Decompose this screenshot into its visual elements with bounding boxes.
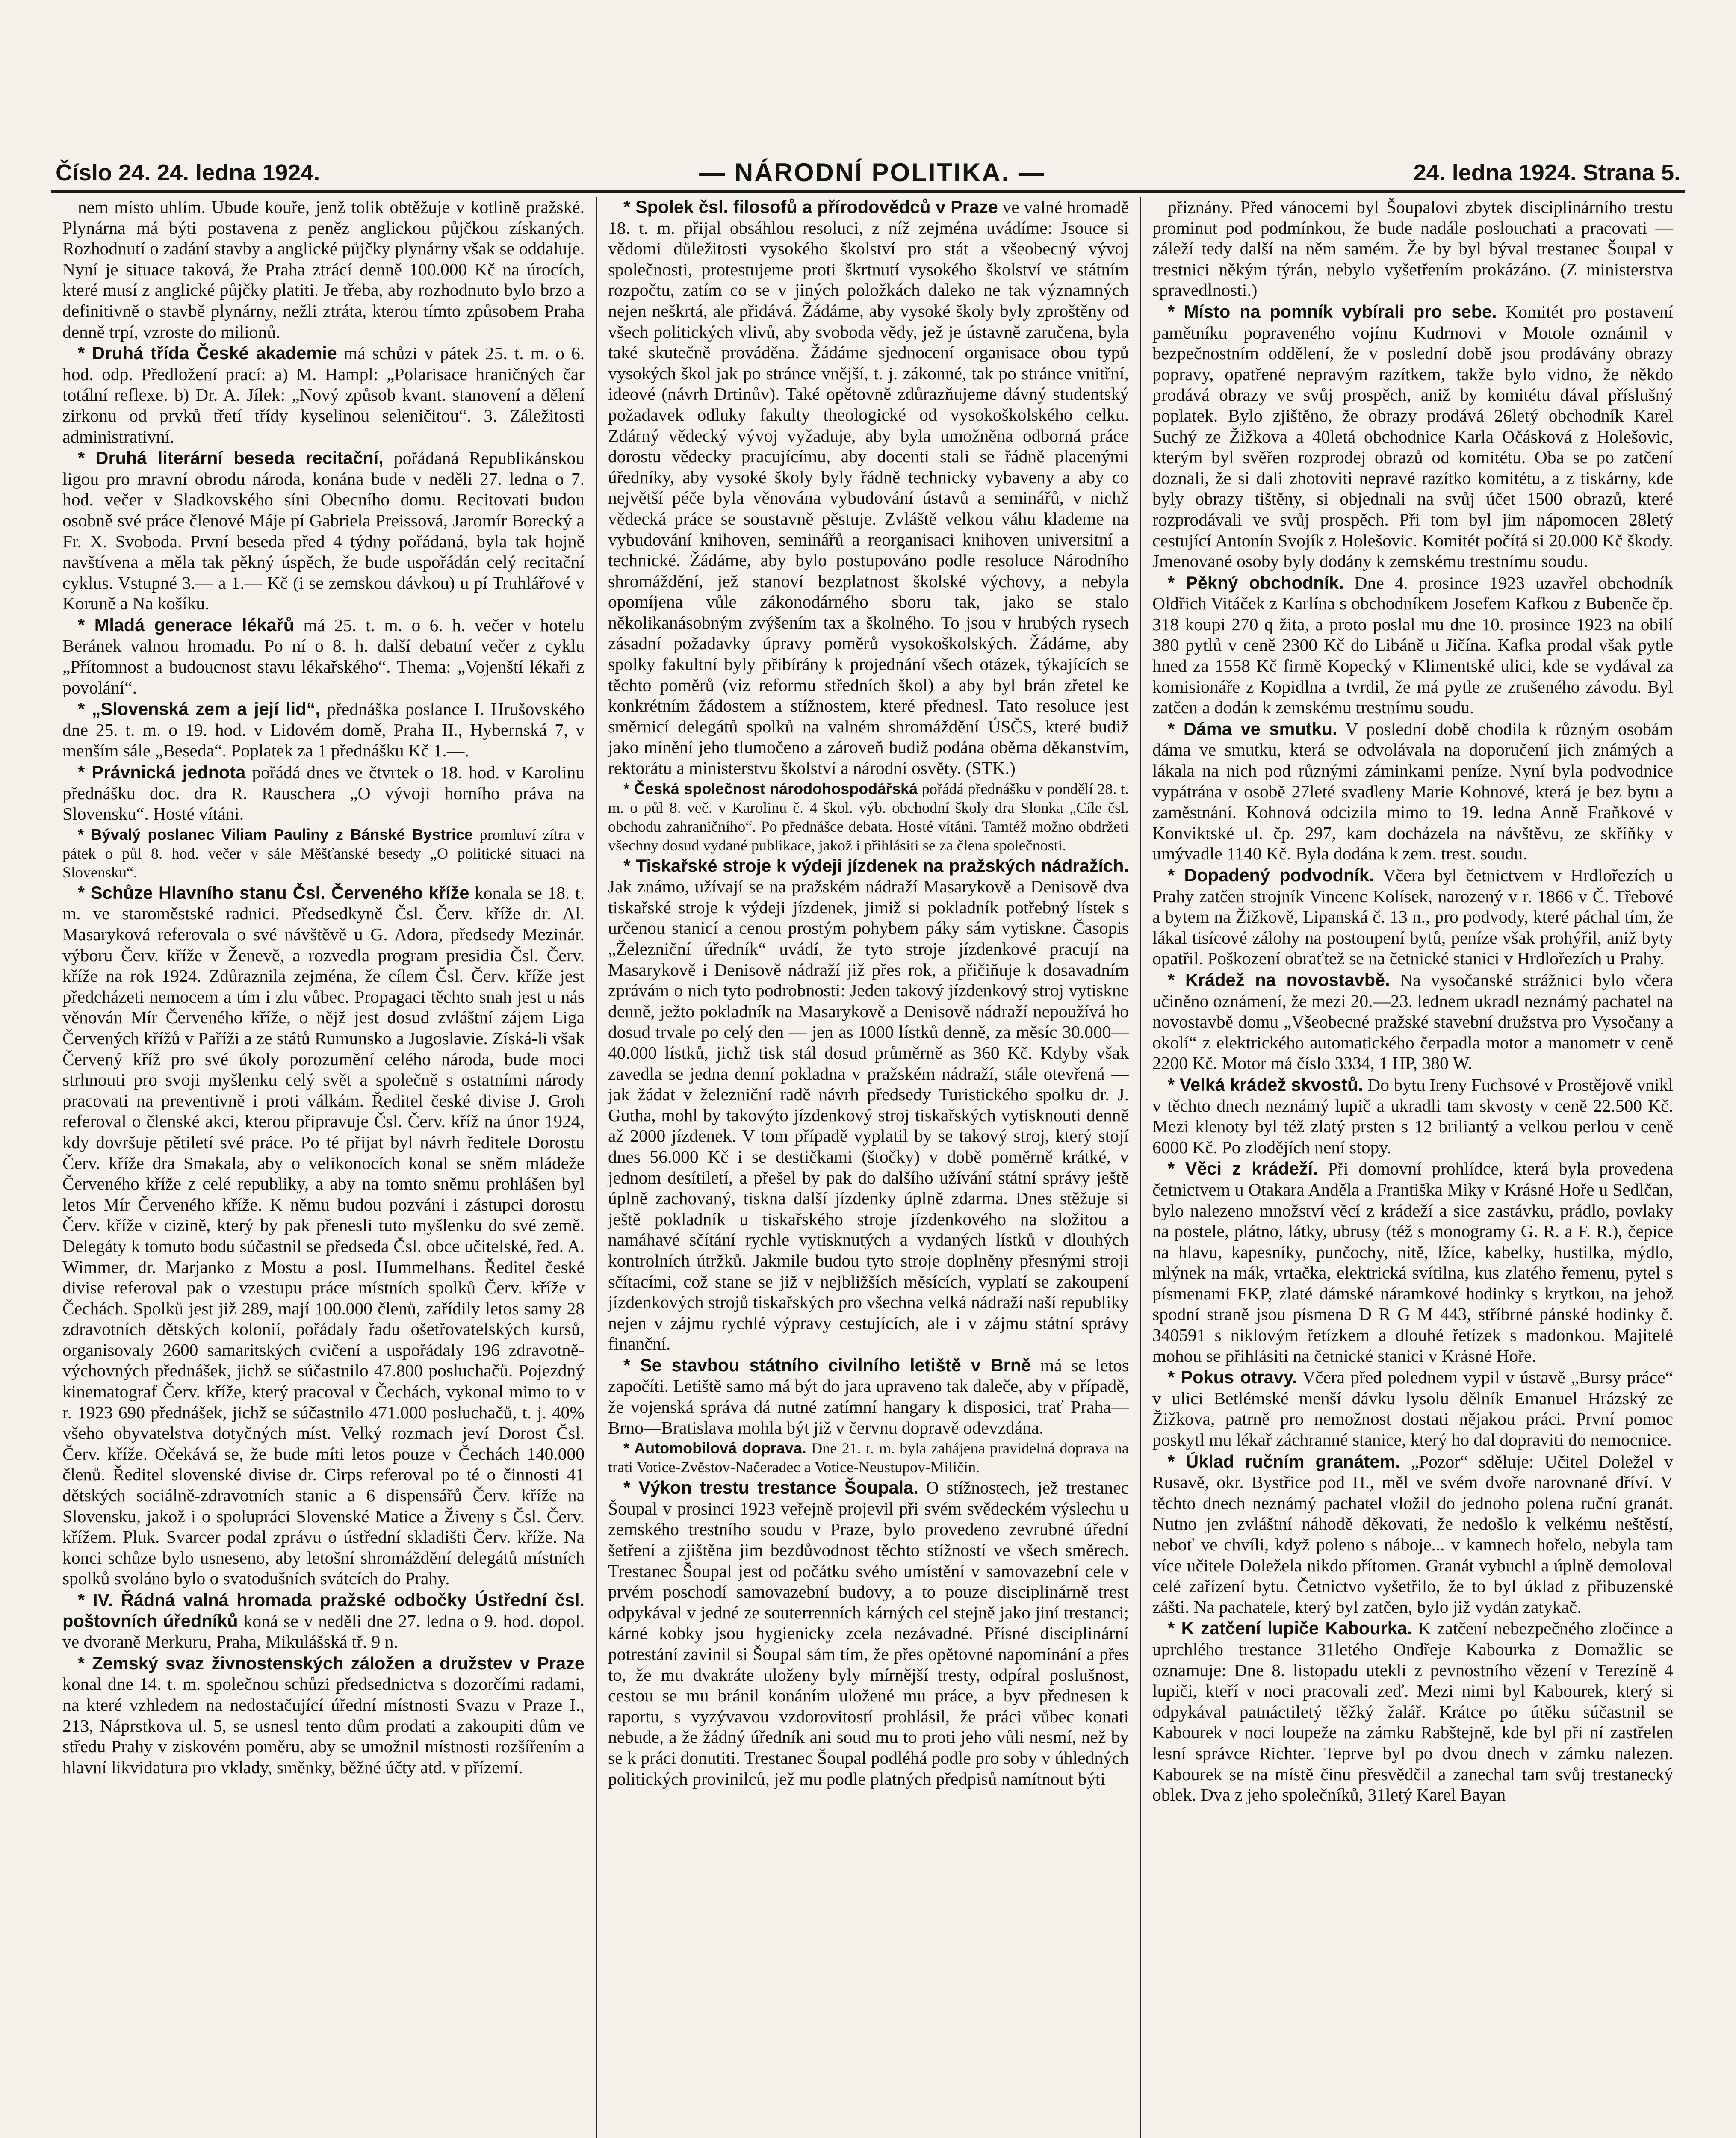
article-body: Včera před polednem vypil v ústavě „Bursy práce“ v ulici Betlémské menší dávku lysolu dělník Emanuel Hrázský ze Žižkova, patrně pro nemožnost dostati nějakou práci. První pomoc poskytl mu lékař záchranné stanice, který ho dal dopraviti do nemocnice. — [1152, 1367, 1673, 1450]
article — [1152, 1075, 1673, 1158]
article-body: „Pozor“ sděluje: Učitel Doležel v Rusavě, okr. Bystřice pod H., měl ve svém dvoře narovnané dříví. V těchto dnech neznámý pachatel vložil do jednoho polena ruční granát. Nutno jen zvláštní náhodě děkovati, že nedošlo k velkému neštěstí, neboť ve chvíli, když poleno s náboje... v kamnech hořelo, nebyla tam více učitele Doležela nikdo přítomen. Granát vybuchl a úplně demoloval celé zařízení bytu. Četnictvo vyšetřilo, že to byl úklad z přibuzenské zášti. Na pachatele, který byl zatčen, bylo již vydán zatykač. — [1152, 1451, 1673, 1617]
article-title: * Velká krádež skvostů. — [1168, 1074, 1363, 1095]
article-body: O stížnostech, jež trestanec Šoupal v prosinci 1923 veřejně projevil při svém svědeckém výslechu u zemského trestního soudu v Praze, bylo provedeno zevrubné úřední šetření a zjištěna jim bezdůvodnost těchto stížností ve všech směrech. Trestanec Šoupal jest od počátku svého umístění v samovazební cele v prvém poschodí samovazební budovy, a to pouze disciplinárně trest odpykával v jedné ze souterrenních kárných cel stejně jako jiní trestanci; kárné kobky jsou hygienicky zcela nezávadné. Přísné disciplinární potrestání zavinil si Šoupal sám tím, že přes opětovné napomínání a přes to, že mu dvakráte uloženy byly mírnější tresty, odpíral poslušnost, cestou se mu bránil konáním uložené mu práce, a byv přednesen k raportu, s vyzývavou vzdorovitostí prohlásil, že práci vůbec konati nebude, a že žádný úředník ani soud mu to proti jeho vůli nesmí, než by se k práci donutiti. Trestanec Šoupal podléhá podle pro soby v úhledných politických provinilců, jež mu podle platných předpisů namítnout býti — [608, 1478, 1129, 1789]
article-title: * Krádež na novostavbě. — [1168, 969, 1390, 990]
article-body: konal dne 14. t. m. společnou schůzi předsednictva s dozorčími radami, na které vzhledem na nedostačující úřední místnosti Svazu v Praze I., 213, Náprstkova ul. 5, se usnesl tento dům prodati a zakoupiti dům ve středu Prahy v ziskovém poměru, aby se umožnil místnosti rozšířením a hlavní likvidatura pro vklady, směnky, běžné účty atd. v přízemí. — [62, 1674, 585, 1777]
article — [608, 197, 1129, 779]
article-body: koná se v neděli dne 27. ledna o 9. hod. dopol. ve dvoraně Merkuru, Praha, Mikulášská tř. 9 n. — [62, 1611, 585, 1652]
article — [608, 856, 1129, 1354]
article — [608, 780, 1129, 855]
article-title: * Výkon trestu trestance Šoupala. — [623, 1477, 918, 1498]
article — [62, 825, 585, 882]
article-body: V poslední době chodila k různým osobám dáma ve smutku, která se odvolávala na doporučení jich známých a lákala na nich pod různými záminkami peníze. Nyní byla podvodnice vypátrána v osobě 27leté svadleny Marie Kohnové, která je bez bytu a zaměstnání. Kohnová odcizila mimo to 19. ledna Anně Fraňkové v Konviktské ul. čp. 297, kam docházela na návštěvu, ze skříňky v umývadle 1140 Kč. Byla dodána k zem. trest. soudu. — [1152, 719, 1673, 864]
article-title: * Tiskařské stroje k výdeji jízdenek na pražských nádražích. — [623, 855, 1129, 876]
article-body: promluví zítra v pátek o půl 8. hod. večer v sále Měšťanské besedy „O politické situaci na Slovensku“. — [62, 826, 585, 881]
date-page-info: 24. ledna 1924. Strana 5. — [1413, 160, 1680, 186]
article — [1152, 1158, 1673, 1366]
issue-info: Číslo 24. 24. ledna 1924. — [56, 160, 320, 186]
article — [62, 1653, 585, 1778]
article-title: * Pokus otravy. — [1168, 1367, 1297, 1388]
article-title: * IV. Řádná valná hromada pražské odbočky Ústřední čsl. poštovních úředníků — [62, 1590, 585, 1631]
article-body: Do bytu Ireny Fuchsové v Prostějově vnikl v těchto dnech neznámý lupič a ukradli tam skvosty v ceně 22.500 Kč. Mezi klenoty byl též zlatý prsten s 12 briliantý a velkou perlou v ceně 6000 Kč. Po zlodějích není stopy. — [1152, 1075, 1674, 1157]
article-body: konala se 18. t. m. ve staroměstské radnici. Předsedkyně Čsl. Červ. kříže dr. Al. Masaryková referovala o své návštěvě u G. Adora, předsedy Mezinár. výboru Červ. kříže v Ženevě, a rozvedla program presidia Čsl. Červ. kříže na rok 1924. Zdůraznila zejména, že cílem Čsl. Červ. kříže jest předcházeti nemocem a tím i zlu vůbec. Propagaci těchto snah jest u nás věnován Mír Červeného kříže, o nějž jest dosud zvláštní zájem Liga Červených křížů v Paříži a ze států Rumunsko a Jugoslavie. Získá-li však Červený kříž pro své úkoly porozumění celého národa, bude moci strhnouti pro svoji myšlenku celý svět a společně s ostatními národy pracovati na preventivně i proti válkám. Ředitel české divise J. Groh referoval o členské akci, kterou připravuje Čsl. Červ. kříž na únor 1924, kdy dovršuje pětiletí své práce. Po té přijat byl návrh ředitele Dorostu Červ. kříže dra Smakala, aby o velikonocích konal se sněm mládeže Červeného kříže z celé republiky, a aby na tomto sněmu prohlášen byl letos Mír Červeného kříže. K němu budou pozváni i zástupci dorostu Červ. kříže v cizině, který by pak přenesli tuto myšlenku do své země. Delegáty k tomuto bodu súčastnil se předseda Čsl. obce učitelské, řed. A. Wimmer, dr. Marjanko z Mostu a posl. Hummelhans. Ředitel české divise referoval pak o vzestupu práce místních spolků Červ. kříže v Čechách. Spolků jest již 289, mají 100.000 členů, zařídily letos samy 28 zdravotních dětských kolonií, pořádaly řadu ošetřovatelských kursů, organisovaly 2600 samaritských cvičení a uspořádaly 196 zdravotně-výchovných přednášek, jichž se súčastnilo 47.800 posluchačů. Pojezdný kinematograf Červ. kříže, který pracoval v Čechách, vykonal mimo to v r. 1923 690 přednášek, jichž se súčastnilo 471.000 posluchačů, t. j. 40% všeho obyvatelstva dotyčných míst. Velký rozmach jeví Dorost Čsl. Červ. kříže. Očekává se, že bude míti letos pouze v Čechách 140.000 členů. Ředitel slovenské divise dr. Cirps referoval po té o činnosti 41 dětských sociálně-zdravotních stanic a 6 dispensářů Červ. kříže na Slovensku, jakož i o spolupráci Slovenské Matice a Živeny s Čsl. Červ. křížem. Pluk. Svarcer podal zprávu o ústřední skladišti Červ. kříže. Na konci schůze bylo usneseno, aby letošní shromáždění delegátů místních spolků svoláno bylo o svatodušních svátcích do Prahy. — [62, 883, 585, 1589]
article-body: ve valné hromadě 18. t. m. přijal obsáhlou resoluci, z níž zejména uvádíme: Jsouce si vědomi důležitosti vysokého školství pro stát a všeobecný vývoj společnosti, protestujeme proti škrtnutí vysokého školství ve státním rozpočtu, zatím co se v jiných položkách daleko ne tak významných nejen neškrtá, ale přidává. Žádáme, aby vysoké školy byly zproštěny od všech politických vlivů, aby svoboda vědy, jež je ústavně zaručena, byla také skutečně prováděna. Žádáme sjednocení organisace obou typů vysokých škol jak po stránce vnější, t. j. zákonné, tak po stránce vnitřní, ideové (návrh Drtinův). Také opětovně zdůrazňujeme dávný studentský požadavek odluky fakulty theologické od vysokoškolského celku. Zdárný vědecký vývoj vyžaduje, aby byla umožněna odborná práce dorostu vědecky pracujícímu, aby docenti stali se řádně placenými úředníky, aby vysoké školy byly řádně technicky vybaveny a aby co největší péče byla věnována vybudování ústavů a seminářů, v nichž vědecká práce se soustavně pěstuje. Zvláště velkou váhu klademe na vybudování knihoven, seminářů a reorganisaci knihoven universitní a technické. Žádáme, aby bylo postupováno podle resoluce Národního shromáždění, jež stanoví bezplatnost školské výchovy, a nebyla opomíjena vůle zákonodárného sboru tak, jako se stalo několikanásobným zvýšením tax a školného. To jsou v hrubých rysech zásadní požadavky úpravy poměrů vysokoškolských. Žádáme, aby spolky fakultní byly přibírány k projednání všech otázek, týkajících se těchto poměrů (viz reformu středních škol) a aby byl brán zřetel ke konkrétním žádostem a stížnostem, které přednesl. Tato resoluce jest směrnicí delegátů spolků na valném shromáždění ÚSČS, které budiž jako mínění jeho tlumočeno a zároveň budiž podána oběma děkanstvím, rektorátu a ministerstvu školství a národní osvěty. (STK.) — [608, 197, 1129, 778]
article-text: přiznány. Před vánocemi byl Šoupalovi zbytek disciplinárního trestu prominut pod podmínkou, že bude nadále poslouchati a pracovati — záleží tedy další na něm samém. Že by byl býval trestanec Šoupal v trestnici někým týrán, nebylo vyšetřením prokázáno. (Z ministerstva spravedlnosti.) — [1152, 197, 1673, 300]
article-body: Včera byl četnictvem v Hrdlořezích u Prahy zatčen strojník Vincenc Kolísek, narozený v r. 1866 v Č. Třebové a bytem na Žižkově, Lipanská č. 13 n., pro podvody, které páchal tím, že lákal tisícové zálohy na postoupení bytů, peníze však prohýřil, aniž byty opatřil. Poškození obraťtež se na četnické stanici v Hrdlořezích u Prahy. — [1152, 865, 1673, 969]
article — [1152, 1618, 1673, 1805]
article-body: Na vysočanské strážnici bylo včera učiněno oznámení, že mezi 20.—23. lednem ukradl neznámý pachatel na novostavbě domu „Všeobecné pražské stavební družstva pro Vysočany a okolí“ z elektrického automatického čerpadla motor a manometr v ceně 2200 Kč. Motor má číslo 3334, 1 HP, 380 W. — [1152, 970, 1673, 1073]
article — [608, 1355, 1129, 1438]
article-body: pořádá přednášku v pondělí 28. t. m. o půl 8. več. v Karolinu č. 4 škol. výb. obchodní školy dra Slonka „Cíle čsl. obchodu zahraničního“. Po přednášce debata. Hosté vítáni. Tamtéž možno obdržeti všechny dosud vydané publikace, jakož i přihlásiti se za člena společnosti. — [608, 780, 1129, 854]
article-title: * „Slovenská zem a její lid“, — [78, 699, 320, 719]
article — [62, 883, 585, 1589]
article-title: * Spolek čsl. filosofů a přírodovědců v Praze — [623, 197, 998, 217]
article-title: * Bývalý poslanec Viliam Pauliny z Bánské Bystrice — [78, 825, 473, 843]
article-title: * Pěkný obchodník. — [1168, 572, 1344, 593]
article-body: má se letos započíti. Letiště samo má být do jara upraveno tak daleče, aby v případě, že vojenská správa dá nutné zatímní hangary k disposici, trať Praha—Brno—Bratislava mohla být již v červnu dopravě odevzdána. — [608, 1355, 1129, 1438]
article-body: Komitét pro postavení pamětníku popraveného vojínu Kudrnovi v Motole oznámil v bezpečnostním oddělení, že v poslední době jsou prodávány obrazy popravy, opatřené nepravým razítkem, takže bylo vidno, že někdo prodává obrazy ve svůj prospěch, aniž by komitétu dával příslušný poplatek. Bylo zjištěno, že obrazy prodává 26letý obchodník Karel Suchý ze Žižkova a 40letá obchodnice Karla Očásková z Holešovic, kterým byl svěřen rozprodej obrazů od komitétu. Oba se po zatčení doznali, že si dali zhotoviti nepravé razítko komitétu, a z tiskárny, kde byly obrazy tištěny, si objednali na svůj účet 1500 obrazů, které rozprodávali ve svůj prospěch. Při tom byl jim nápomocen 28letý cestující Antonín Svojík z Holešovic. Komitét počítá si 20.000 Kč škody. Jmenované osoby byly dodány k zemskému trestnímu soudu. — [1152, 301, 1673, 571]
article-title: * Právnická jednota — [78, 762, 246, 783]
article — [1152, 573, 1673, 718]
article-title: * Schůze Hlavního stanu Čsl. Červeného kříže — [78, 882, 469, 903]
article-title: * Česká společnost národohospodářská — [623, 780, 918, 797]
article-title: * Místo na pomník vybírali pro sebe. — [1168, 301, 1497, 322]
column-3 — [1140, 197, 1684, 2138]
article-body: přednáška poslance I. Hrušovského dne 25. t. m. o 19. hod. v Lidovém domě, Praha II., Hybernská 7, v menším sále „Beseda“. Poplatek za 1 přednášku Kč 1.—. — [62, 699, 585, 761]
column-2 — [596, 197, 1140, 2138]
article — [1152, 301, 1673, 572]
article — [1152, 1451, 1673, 1618]
masthead: — NÁRODNÍ POLITIKA. — — [699, 158, 1045, 187]
article-title: * Dopadený podvodník. — [1168, 865, 1374, 885]
article — [62, 448, 585, 614]
column-1 — [51, 197, 596, 2138]
article-body: Dne 21. t. m. byla zahájena pravidelná doprava na trati Votice-Zvěstov-Načeradec a Votice-Neustupov-Miličín. — [608, 1440, 1129, 1476]
article — [1152, 970, 1673, 1074]
article-body: K zatčení nebezpečného zločince a uprchlého trestance 31letého Ondřeje Kabourka z Domažlic se oznamuje: Dne 8. listopadu utekli z pevnostního vězení v Terezíně 4 lupiči, kteří v noci pracovali zeď. Mezi nimi byl Kabourek, který si odpykával patnáctiletý těžký žalář. Krátce po útěku súčastnil se Kabourek v noci loupeže na zámku Rabštejně, kde byl při ní zastřelen lesní správce Richter. Teprve byl po dvou dnech v zámku nalezen. Kabourek se na místě činu přesvědčil a zanechal tam svůj trestanecký oblek. Dva z jeho společníků, 31letý Karel Bayan — [1152, 1618, 1673, 1805]
article-title: * Zemský svaz živnostenských záložen a družstev v Praze — [78, 1653, 585, 1673]
article-title: * Se stavbou státního civilního letiště v Brně — [623, 1355, 1031, 1375]
article — [62, 1590, 585, 1652]
article-body: pořádá dnes ve čtvrtek o 18. hod. v Karolinu přednášku doc. dra R. Rauschera „O vývoji horního práva na Slovensku“. Hosté vítáni. — [62, 762, 585, 824]
article — [62, 699, 585, 761]
article — [608, 1477, 1129, 1789]
article-title: * Věci z krádeží. — [1168, 1158, 1318, 1179]
article — [1152, 865, 1673, 969]
article-title: * Druhá třída České akademie — [78, 343, 337, 363]
article-title: * Automobilová doprava. — [623, 1439, 806, 1457]
article-body: pořádaná Republikánskou ligou pro mravní obrodu národa, konána bude v neděli 27. ledna o 7. hod. večer v Sladkovského síni Obecního domu. Recitovati budou osobně své práce členové Máje pí Gabriela Preissová, Jaromír Borecký a Fr. X. Svoboda. První beseda před 4 týdny pořádaná, byla tak hojně navštívena a měla tak pěkný úspěch, že bude uspořádán celý recitační cyklus. Vstupné 3.— a 1.— Kč (i se zemskou dávkou) u pí Truhlářové v Koruně a Na košíku. — [62, 448, 585, 614]
article — [62, 343, 585, 447]
article — [62, 615, 585, 698]
article-body: má 25. t. m. o 6. h. večer v hotelu Beránek valnou hromadu. Po ní o 8. h. další debatní večer z cyklu „Přítomnost a budoucnost stavu lékařského“. Thema: „Vojenští lékaři z povolání“. — [62, 615, 585, 697]
article-body: Jak známo, užívají se na pražském nádraží Masarykově a Denisově dva tiskařské stroje k výdeji jízdenek, jimiž si pokladník potřebný lístek s určenou stanicí a cenou prostým pohybem páky sám vytiskne. Časopis „Železniční úředník“ uvádí, že tyto stroje jízdenkové pracují na Masarykově i Denisově nádraží již přes rok, a přičiňuje k dosavadním zprávám o nich tyto podrobnosti: Jeden takový jízdenkový stroj vytiskne denně, ježto pokladník na Masarykově a Denisově nádraží nepoužívá ho dosud trvale po celý den — jen as 1000 lístků denně, za měsíc 30.000—40.000 lístků, jichž tisk stál dosud průměrně as 360 Kč. Kdyby však zavedla se jedna denní pokladna v pražském nádraží, stále otevřená — jak žádat v železniční radě návrh předsedy Turistického spolku dr. J. Gutha, mohl by takovýto jízdenkový stroj tiskařských vytisknouti denně až 2000 jízdenek. V tom případě vyplatil by se takový stroj, který stojí dnes 56.000 Kč i se destičkami (štočky) v době poměrně krátké, v jednom desítiletí, a přešel by pak do dalšího užívání státní správy ještě úplně zachovaný, tiskna další jízdenky úplně zdarma. Dnes stěžuje si ještě pokladník u tiskařského stroje jízdenkového na složitou a namáhavé sčítání rychle vytisknutých a vydaných lístků v dlouhých kontrolních útržků. Jakmile budou tyto stroje doplněny přesnými stroji sčítacími, což stane se již v nejbližších měsících, vyplatí se zakoupení jízdenkových strojů tiskařských pro všechna velká nádraží naší republiky nejen v zájmu rychlé výpravy cestujících, ale i v zájmu státní správy finanční. — [608, 877, 1129, 1354]
article-title: * Druhá literární beseda recitační, — [78, 448, 384, 468]
article — [608, 1439, 1129, 1477]
article-title: * Mladá generace lékařů — [78, 614, 295, 635]
article-title: * K zatčení lupiče Kabourka. — [1168, 1618, 1412, 1639]
article-body: Dne 4. prosince 1923 uzavřel obchodník Oldřich Vitáček z Karlína s obchodníkem Josefem Kafkou z Bubenče čp. 318 koupi 270 q žita, a proto poslal mu dne 10. prosince 1923 na obilí 380 pytlů v ceně 2300 Kč do Libáně u Jičína. Kafka prodal však pytle hned za 1558 Kč firmě Kopecký v Klimentské ulici, kde se vydával za komisionáře z Kopidlna a tvrdil, že má pytle ze zrušeného závodu. Byl zatčen a dodán k zemskému trestnímu soudu. — [1152, 573, 1673, 718]
article-title: * Úklad ručním granátem. — [1168, 1451, 1400, 1471]
page-header — [51, 152, 1685, 193]
article-columns — [51, 197, 1685, 2138]
article-title: * Dáma ve smutku. — [1168, 718, 1337, 739]
article-body: má schůzi v pátek 25. t. m. o 6. hod. odp. Předložení prací: a) M. Hampl: „Polarisace hraničných čar totální reflexe. b) Dr. A. Jílek: „Nový způsob kvant. stanovení a dělení zirkonu od prvků třetí třídy kyselinou seleničitou“. 3. Záležitosti administrativní. — [62, 343, 585, 446]
article — [62, 762, 585, 824]
article-body: Při domovní prohlídce, která byla provedena četnictvem u Otakara Anděla a Františka Miky v Krásné Hoře u Sedlčan, bylo nalezeno množství věcí z krádeží a sice zastávku, prádlo, povlaky na postele, plátno, látky, ubrusy (též s monogramy G. R. a F. R.), čepice na hlavu, kapesníky, punčochy, nitě, lžíce, kabelky, hustilka, mýdlo, mlýnek na mák, vrtačka, elektrická svítilna, kus zlatého řemenu, pytel s písmenami FKP, zlaté dámské náramkové hodinky s krytkou, na jehož spodní straně jsou písmena D R G M 443, stříbrné pánské hodinky č. 340591 s niklovým řetízkem a dlouhé řetízek s madonkou. Majitelé mohou se přihlásiti na četnické stanici v Krásné Hoře. — [1152, 1159, 1673, 1366]
article — [1152, 719, 1673, 864]
article-text: nem místo uhlím. Ubude kouře, jenž tolik obtěžuje v kotlině pražské. Plynárna má býti postavena z peněz anglickou půjčkou získaných. Rozhodnutí o zadání stavby a anglické půjčky plynárny však se oddaluje. Nyní je situace taková, že Praha ztrácí denně 100.000 Kč na úrocích, které musí z anglické půjčky platiti. Je třeba, aby rozhodnuto bylo brzo a definitivně o stavbě plynárny, nežli ztráta, kterou tímto způsobem Praha denně trpí, vzroste do milionů. — [62, 197, 585, 342]
article — [1152, 1367, 1673, 1450]
